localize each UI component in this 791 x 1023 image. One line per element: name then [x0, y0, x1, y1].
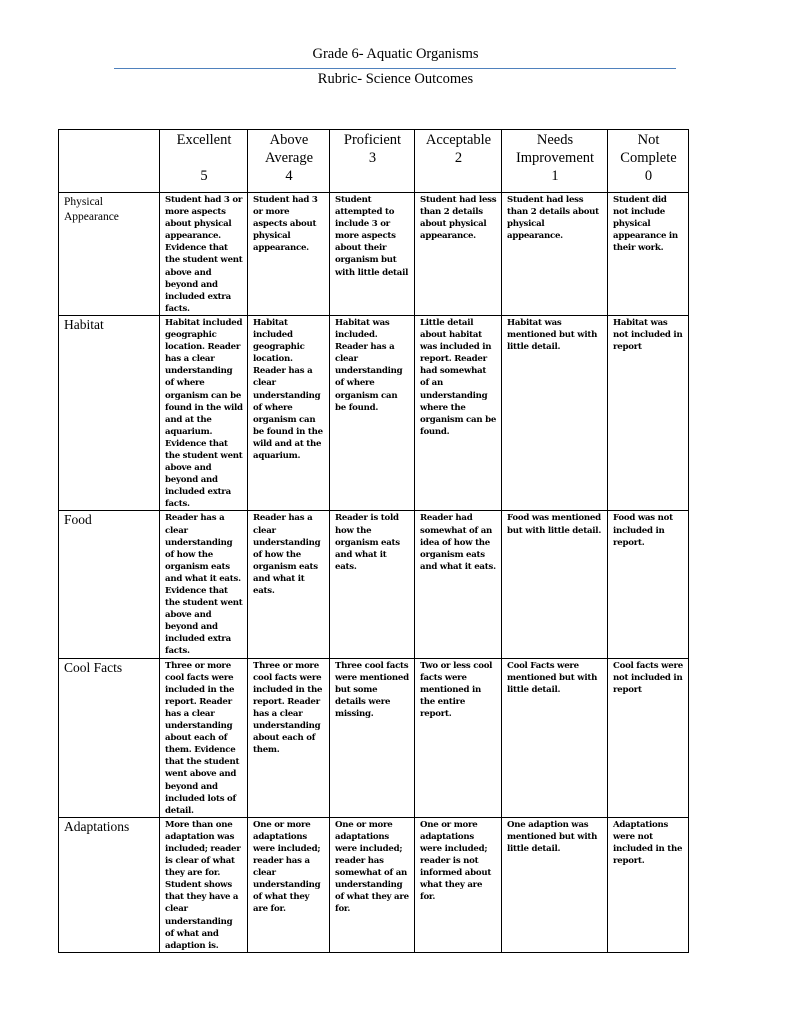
criterion-label: Adaptations: [59, 817, 160, 952]
column-score: 1: [551, 168, 559, 184]
rubric-cell: Reader had somewhat of an idea of how the organism eats and what it eats.: [415, 511, 502, 658]
title-divider: [114, 68, 676, 69]
rubric-cell: Three cool facts were mentioned but some details were missing.: [330, 658, 415, 817]
column-label: Excellent: [176, 132, 232, 148]
rubric-header-row: [59, 130, 689, 193]
column-label: Above Average: [264, 132, 314, 166]
rubric-cell: Student attempted to include 3 or more aspects about their organism but with little detail: [330, 193, 415, 316]
rubric-cell: Student had less than 2 details about physical appearance.: [415, 193, 502, 316]
rubric-cell: Student had 3 or more aspects about physical appearance.: [248, 193, 330, 316]
rubric-cell: One or more adaptations were included; reader has somewhat of an understanding of what they are for.: [330, 817, 415, 952]
rubric-row-habitat: [59, 315, 689, 511]
rubric-row-adaptations: [59, 817, 689, 952]
column-label: Proficient: [343, 132, 402, 148]
rubric-cell: Reader has a clear understanding of how the organism eats and what it eats.: [248, 511, 330, 658]
rubric-cell: Habitat included geographic location. Reader has a clear understanding of where organism can be found in the wild and at the aquarium. Evidence that the student went above and beyond and included extra facts.: [160, 315, 248, 511]
column-header-excellent: [160, 130, 248, 193]
header-corner-cell: [59, 130, 160, 193]
column-score: 3: [368, 150, 377, 166]
rubric-cell: Adaptations were not included in the report.: [608, 817, 689, 952]
rubric-cell: Student had 3 or more aspects about physical appearance. Evidence that the student went above and beyond and included extra facts.: [160, 193, 248, 316]
column-header-proficient: [330, 130, 415, 193]
rubric-cell: Little detail about habitat was included in report. Reader had somewhat of an understanding where the organism can be found.: [415, 315, 502, 511]
criterion-label: Cool Facts: [59, 658, 160, 817]
column-score: 5: [200, 168, 208, 184]
column-label: Not Complete: [620, 132, 677, 166]
rubric-cell: Two or less cool facts were mentioned in the entire report.: [415, 658, 502, 817]
criterion-label: Physical Appearance: [59, 193, 160, 316]
rubric-cell: Reader is told how the organism eats and what it eats.: [330, 511, 415, 658]
column-score: 0: [644, 168, 653, 184]
rubric-cell: Habitat was not included in report: [608, 315, 689, 511]
rubric-table: [58, 129, 689, 953]
rubric-row-cool-facts: [59, 658, 689, 817]
rubric-cell: One or more adaptations were included; reader is not informed about what they are for.: [415, 817, 502, 952]
rubric-cell: Student had less than 2 details about physical appearance.: [502, 193, 608, 316]
column-header-not-complete: [608, 130, 689, 193]
criterion-label: Habitat: [59, 315, 160, 511]
rubric-cell: Reader has a clear understanding of how the organism eats and what it eats. Evidence that the student went above and beyond and included extra facts.: [160, 511, 248, 658]
rubric-cell: Habitat was included. Reader has a clear understanding of where organism can be found.: [330, 315, 415, 511]
column-label: Acceptable: [425, 132, 492, 148]
column-score: 2: [454, 150, 463, 166]
rubric-row-food: [59, 511, 689, 658]
rubric-row-physical-appearance: [59, 193, 689, 316]
rubric-cell: One or more adaptations were included; reader has a clear understanding of what they are for.: [248, 817, 330, 952]
column-label: Needs Improvement: [515, 132, 595, 166]
rubric-cell: Cool facts were not included in report: [608, 658, 689, 817]
column-score: 4: [285, 168, 293, 184]
rubric-cell: Three or more cool facts were included in the report. Reader has a clear understanding about each of them.: [248, 658, 330, 817]
criterion-label: Food: [59, 511, 160, 658]
rubric-cell: One adaption was mentioned but with little detail.: [502, 817, 608, 952]
rubric-cell: Student did not include physical appearance in their work.: [608, 193, 689, 316]
rubric-cell: Food was not included in report.: [608, 511, 689, 658]
column-header-acceptable: [415, 130, 502, 193]
rubric-cell: Food was mentioned but with little detail.: [502, 511, 608, 658]
rubric-cell: Three or more cool facts were included in the report. Reader has a clear understanding about each of them. Evidence that the student went above and beyond and included lots of detail.: [160, 658, 248, 817]
rubric-cell: More than one adaptation was included; reader is clear of what they are for. Student shows that they have a clear understanding of what and adaption is.: [160, 817, 248, 952]
rubric-cell: Habitat included geographic location. Reader has a clear understanding of where organism can be found in the wild and at the aquarium.: [248, 315, 330, 511]
document-subtitle: Rubric- Science Outcomes: [317, 71, 474, 87]
column-header-above-average: [248, 130, 330, 193]
rubric-cell: Cool Facts were mentioned but with little detail.: [502, 658, 608, 817]
document-title: Grade 6- Aquatic Organisms: [312, 46, 479, 62]
column-header-needs-improvement: [502, 130, 608, 193]
rubric-cell: Habitat was mentioned but with little detail.: [502, 315, 608, 511]
